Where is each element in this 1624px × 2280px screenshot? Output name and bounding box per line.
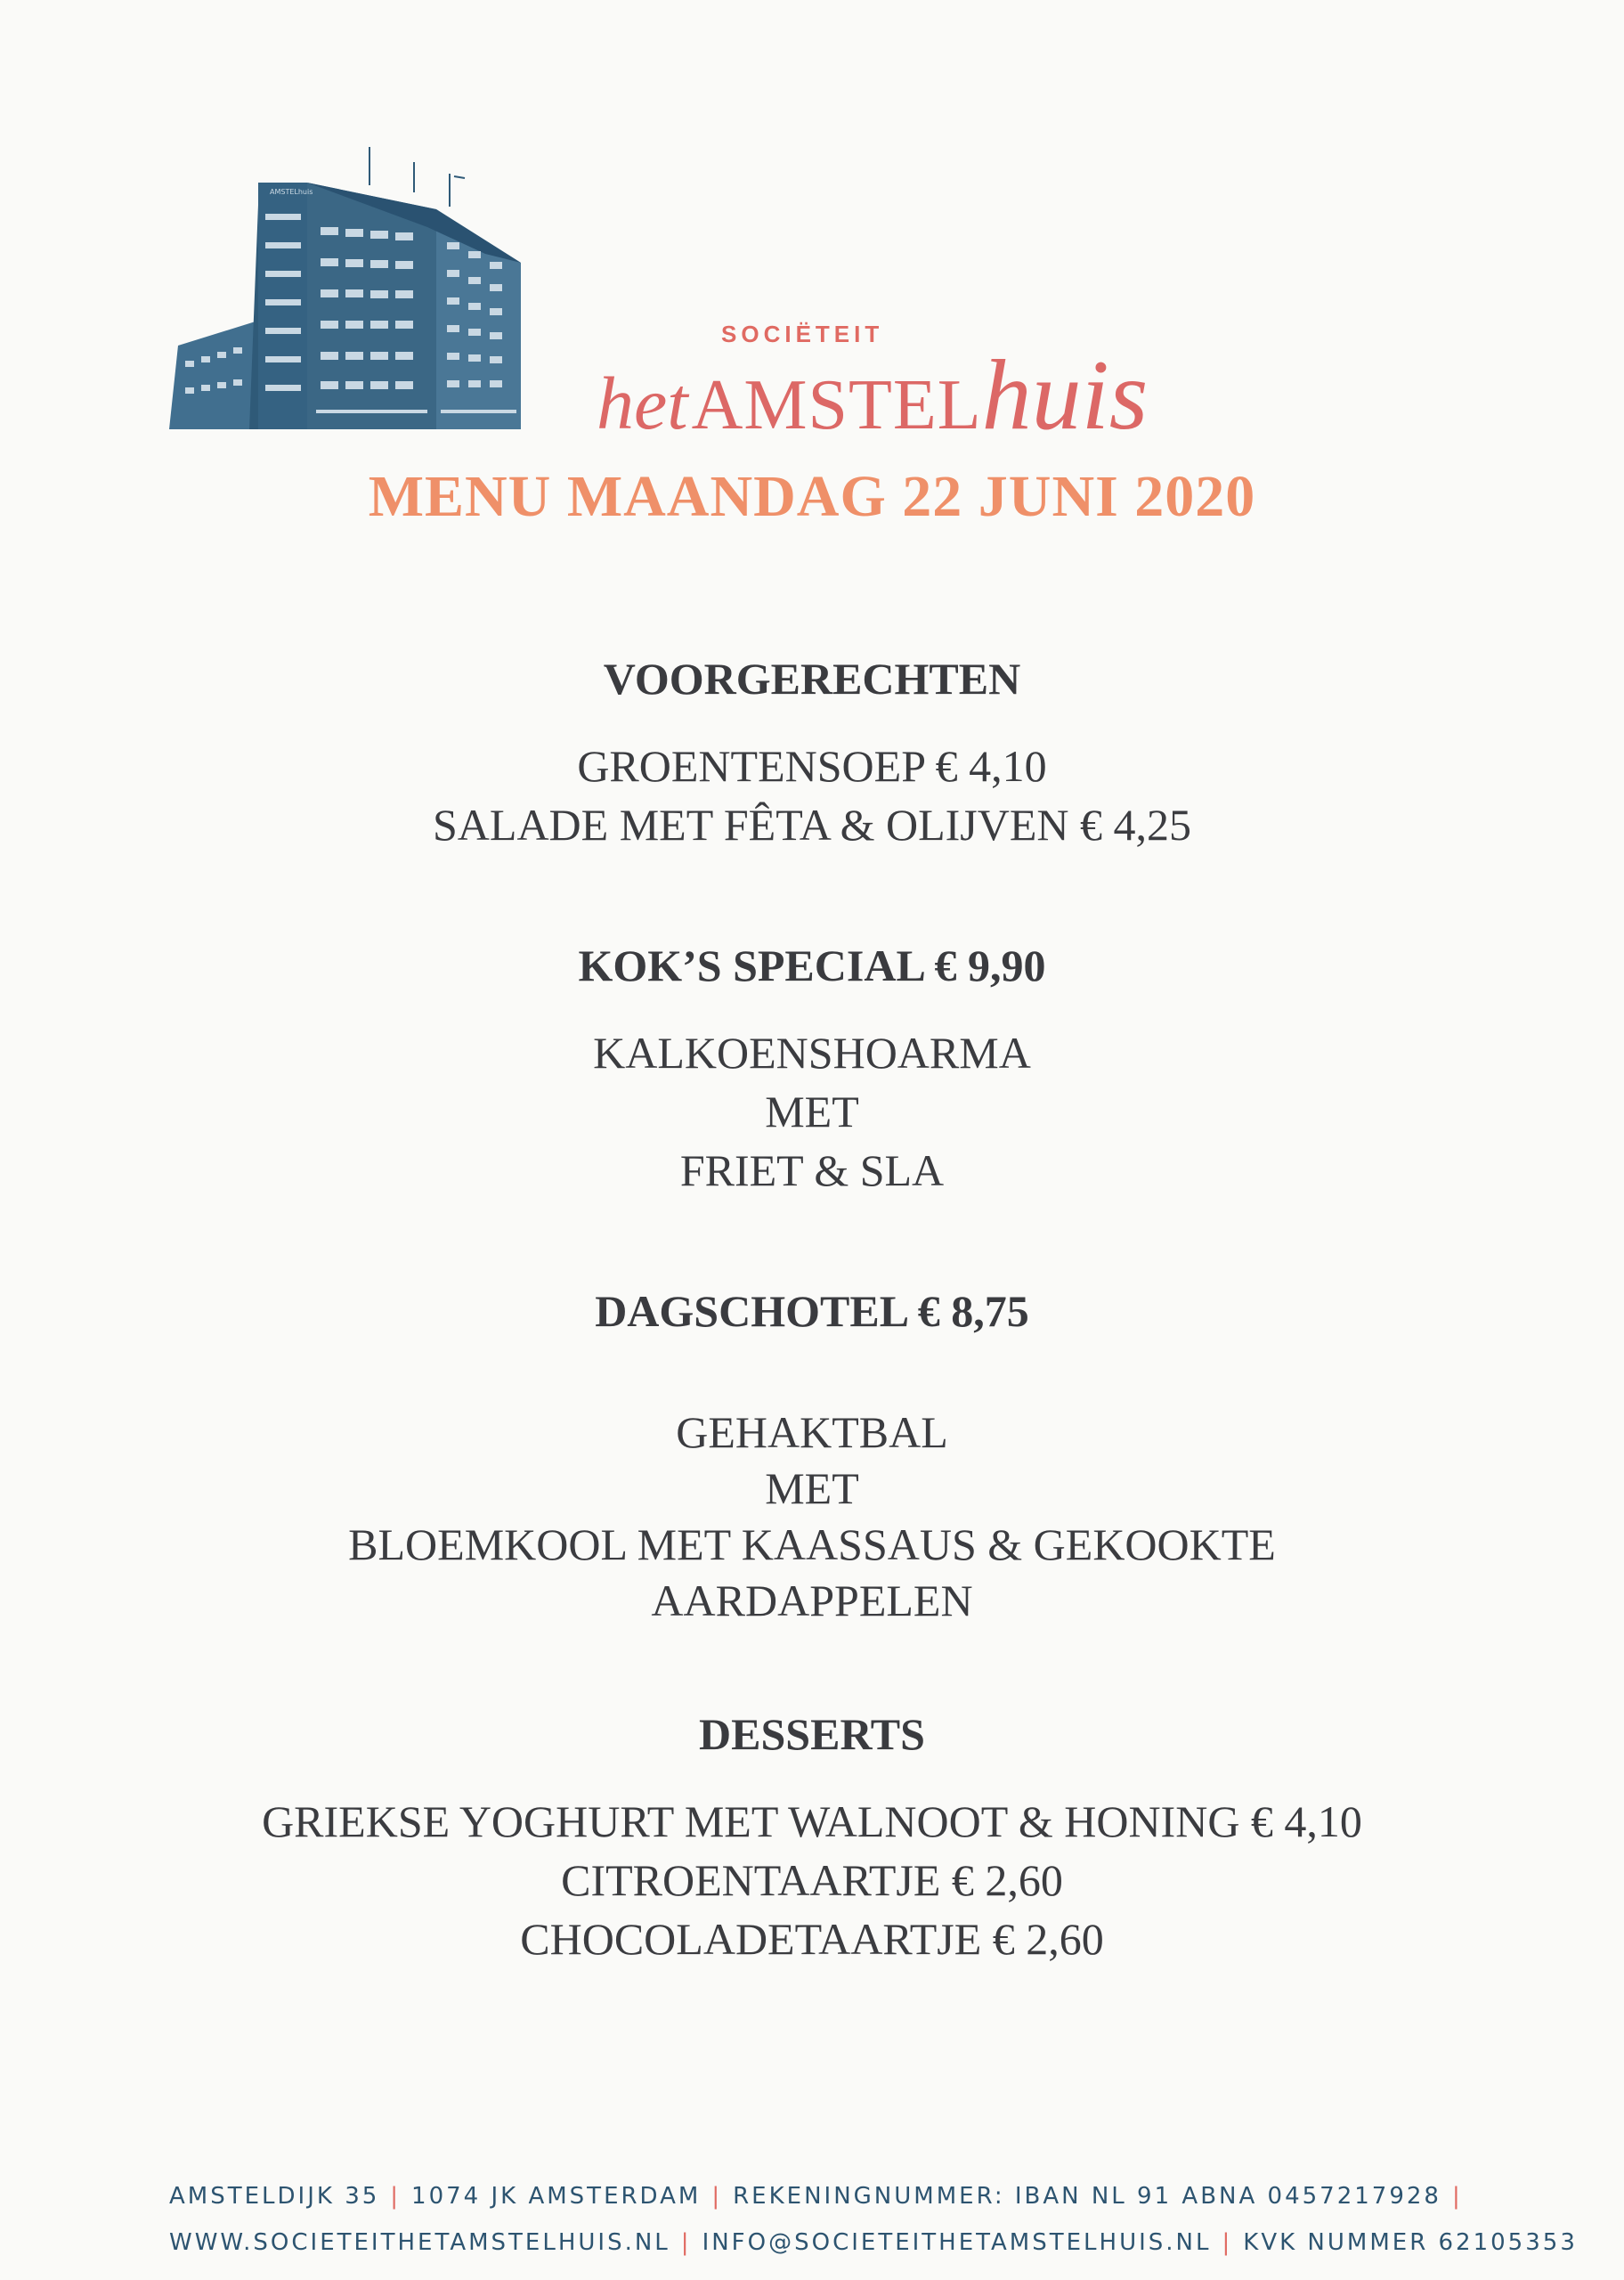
footer-separator: | xyxy=(1222,2229,1233,2256)
footer-website-link[interactable]: WWW.SOCIETEITHETAMSTELHUIS.NL xyxy=(169,2229,670,2256)
footer-separator: | xyxy=(680,2229,692,2256)
footer xyxy=(169,2173,1578,2266)
menu-item: MET xyxy=(765,1087,859,1136)
footer-email-link[interactable]: INFO@SOCIETEITHETAMSTELHUIS.NL xyxy=(702,2229,1212,2256)
section-heading: DAGSCHOTEL € 8,75 xyxy=(595,1286,1029,1336)
brand-het: het xyxy=(597,362,688,445)
building-logo-icon xyxy=(169,142,525,436)
menu-item: KALKOENSHOARMA xyxy=(593,1028,1031,1078)
section-heading: DESSERTS xyxy=(699,1709,925,1759)
brand-amstel: AMSTEL xyxy=(691,366,982,444)
footer-postcode: 1074 JK AMSTERDAM xyxy=(411,2183,702,2210)
footer-iban: REKENINGNUMMER: IBAN NL 91 ABNA 0457217928 xyxy=(733,2183,1441,2210)
brand-name xyxy=(597,338,1148,453)
menu-item: CHOCOLADETAARTJE € 2,60 xyxy=(520,1914,1104,1964)
menu-item: SALADE MET FÊTA & OLIJVEN € 4,25 xyxy=(432,800,1191,850)
section-dagschotel xyxy=(0,1285,1624,1629)
menu-item: AARDAPPELEN xyxy=(651,1576,973,1625)
menu-item: GROENTENSOEP € 4,10 xyxy=(577,741,1047,791)
footer-line-1 xyxy=(169,2173,1526,2219)
letterhead xyxy=(0,0,1624,552)
menu-title: MENU MAANDAG 22 JUNI 2020 xyxy=(368,464,1256,529)
footer-kvk: KVK NUMMER 62105353 xyxy=(1243,2229,1578,2256)
section-voorgerechten xyxy=(0,653,1624,854)
footer-line-2 xyxy=(169,2219,1578,2266)
menu-item: GEHAKTBAL xyxy=(676,1407,948,1457)
menu-item: CITROENTAARTJE € 2,60 xyxy=(561,1855,1063,1905)
footer-separator: | xyxy=(390,2183,402,2210)
section-heading: VOORGERECHTEN xyxy=(603,654,1021,704)
section-heading: KOK’S SPECIAL € 9,90 xyxy=(578,940,1046,990)
section-koks-special xyxy=(0,940,1624,1200)
section-desserts xyxy=(0,1708,1624,1968)
menu-item: GRIEKSE YOGHURT MET WALNOOT & HONING € 4,10 xyxy=(262,1796,1362,1846)
footer-separator: | xyxy=(1451,2183,1463,2210)
footer-separator: | xyxy=(711,2183,723,2210)
footer-address: AMSTELDIJK 35 xyxy=(169,2183,380,2210)
menu-item: FRIET & SLA xyxy=(679,1145,945,1195)
menu-item: BLOEMKOOL MET KAASSAUS & GEKOOKTE xyxy=(348,1519,1276,1569)
brand-kicker: SOCIËTEIT xyxy=(721,321,884,347)
menu-item: MET xyxy=(765,1463,859,1513)
building-sign: AMSTELhuis xyxy=(270,188,313,196)
brand-huis: huis xyxy=(981,340,1149,451)
